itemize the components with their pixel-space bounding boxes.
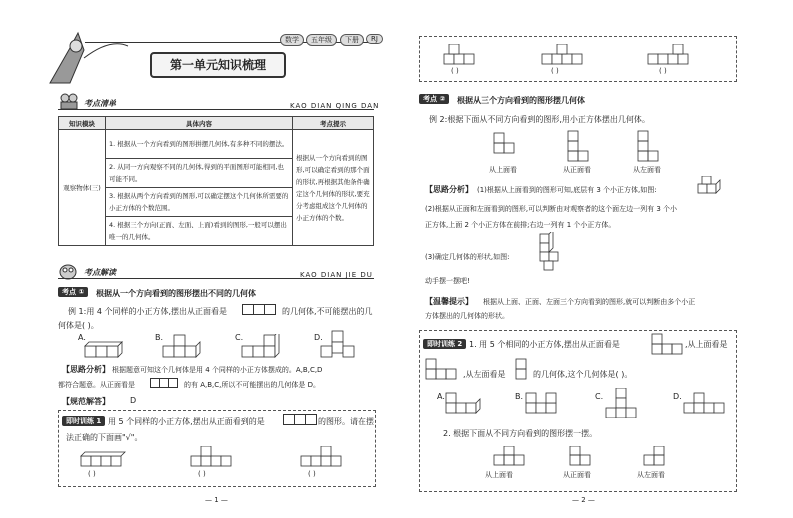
base-layer-figure xyxy=(697,176,729,196)
section-title-interpretation: 考点解读 xyxy=(84,268,116,277)
practice1-figure-3 xyxy=(300,446,346,468)
analysis-text-2: (2)根据从正面和左面看到的图形,可以判断由对观察者的这个面左边一列有 3 个小 xyxy=(425,205,678,213)
p2q2-label-front: 从正面看 xyxy=(563,471,591,479)
p2-front-figure xyxy=(651,333,687,355)
pill-grade: 五年级 xyxy=(306,34,337,46)
section-title-list: 考点清单 xyxy=(84,99,116,108)
kp2-tag: 考点 ② xyxy=(419,94,449,104)
p2q2-label-left: 从左面看 xyxy=(637,471,665,479)
p2-option-a: A. xyxy=(437,392,445,401)
pill-volume: 下册 xyxy=(340,34,364,46)
practice1-figure-2 xyxy=(190,446,236,468)
kp2-title: 根据从三个方向看到的图形摆几何体 xyxy=(457,96,585,105)
answer-paren[interactable]: ( ) xyxy=(659,67,667,75)
table-header: 具体内容 xyxy=(106,117,293,130)
view-label-left: 从左面看 xyxy=(633,166,661,174)
p2-cube-figure-d xyxy=(683,388,733,418)
analysis-label: 【思路分析】 xyxy=(425,185,473,194)
practice2-text-1b: ,从上面看是 xyxy=(685,340,728,349)
answer-paren[interactable]: ( ) xyxy=(198,470,206,478)
analysis-text-1: (1)根据从上面看到的图形可知,底层有 3 个小正方体,如图: xyxy=(477,186,657,194)
table-header: 知识模块 xyxy=(59,117,106,130)
answer-paren[interactable]: ( ) xyxy=(451,67,459,75)
pill-edition: RJ xyxy=(366,34,383,44)
page-number: — 2 — xyxy=(572,496,595,504)
p2-cube-figure-a xyxy=(445,388,495,418)
p2-top-figure xyxy=(425,358,461,380)
p2-option-b: B. xyxy=(515,392,524,401)
practice1-figure-5 xyxy=(541,44,587,66)
tip-text-2: 方体摆出的几何体的形状。 xyxy=(425,312,509,320)
p2-cube-figure-b xyxy=(525,388,575,418)
analysis-text-2b: 正方体,上面 2 个小正方体在前排;右边一列有 1 个小正方体。 xyxy=(425,221,616,229)
practice2-text-1: 1. 用 5 个相同的小正方体,摆出从正面看是 xyxy=(469,340,620,349)
pill-subject: 数学 xyxy=(280,34,304,46)
left-page xyxy=(0,0,396,518)
try-text: 动手摆一摆吧! xyxy=(425,277,470,285)
table-content-cell: 4. 根据三个方向(正面、左面、上面)看到的图形,一般可以摆出唯一的几何体。 xyxy=(106,217,293,246)
view-label-top: 从上面看 xyxy=(489,166,517,174)
practice1-text: 用 5 个同样的小正方体,摆出从正面看到的是 xyxy=(108,417,265,426)
table-module-cell: 观察物体(三) xyxy=(59,130,106,246)
right-page xyxy=(397,0,793,518)
front-view-figure xyxy=(242,304,278,315)
left-view-figure xyxy=(637,130,669,162)
view-label-front: 从正面看 xyxy=(563,166,591,174)
ex1-text: 例 1:用 4 个同样的小正方体,摆出从正面看是 xyxy=(68,307,228,316)
front-view-figure-ex2 xyxy=(567,130,599,162)
p2-cube-figure-c xyxy=(605,388,655,418)
ex1-text-2: 何体是( )。 xyxy=(58,321,99,330)
ex2-text: 例 2:根据下面从不同方向看到的图形,用小正方体摆出几何体。 xyxy=(429,115,650,124)
cube-figure-d xyxy=(320,330,360,358)
table-content-cell: 1. 根据从一个方向看到的图形拼摆几何体,有多种不同的摆法。 xyxy=(106,130,293,159)
page-title: 第一单元知识梳理 xyxy=(150,52,286,78)
option-label-d: D. xyxy=(314,333,323,342)
final-shape-figure xyxy=(539,232,571,272)
practice2-text-2b: 的几何体,这个几何体是( )。 xyxy=(533,370,633,379)
p2-left-figure xyxy=(515,358,529,380)
tip-text: 根据从上面、正面、左面三个方向看到的图形,就可以判断由多个小正 xyxy=(483,298,696,306)
practice1-tag: 即时训练 1 xyxy=(62,416,105,426)
ex1-text-b: 的几何体,不可能摆出的几 xyxy=(282,307,373,316)
practice1-figure-4 xyxy=(443,44,483,66)
p2-option-d: D. xyxy=(673,392,682,401)
option-label-c: C. xyxy=(235,333,244,342)
analysis-label: 【思路分析】 xyxy=(62,365,110,374)
table-content-cell: 3. 根据从两个方向看到的图形,可以确定摆这个几何体所需要的小正方体的个数范围。 xyxy=(106,188,293,217)
section-pinyin-interpretation: KAO DIAN JIE DU xyxy=(300,271,373,279)
kp1-tag: 考点 ① xyxy=(58,287,88,297)
p2q2-top-figure xyxy=(493,446,533,466)
practice1-front-figure xyxy=(283,414,319,425)
practice2-tag: 即时训练 2 xyxy=(423,339,466,349)
section-pinyin-list: KAO DIAN QING DAN xyxy=(290,102,380,110)
p2q2-label-top: 从上面看 xyxy=(485,471,513,479)
answer-paren[interactable]: ( ) xyxy=(308,470,316,478)
analysis-text-2: 都符合题意。从正面看是 xyxy=(58,381,135,389)
top-view-figure xyxy=(493,132,525,162)
mascot-illustration xyxy=(40,28,130,88)
practice1-figure-1 xyxy=(80,448,126,468)
analysis-text: 根据题意可知这个几何体是用 4 个同样的小正方体摆成的。A,B,C,D xyxy=(112,366,323,374)
practice1-text-b: 的图形。请在摆 xyxy=(318,417,374,426)
answer-paren[interactable]: ( ) xyxy=(551,67,559,75)
cube-figure-c xyxy=(241,334,293,358)
p2-option-c: C. xyxy=(595,392,604,401)
option-label-b: B. xyxy=(155,333,164,342)
cube-figure-b xyxy=(162,334,214,358)
table-tip-cell: 根据从一个方向看到的图形,可以确定看到的那个面的形状,再根据其他条件确定这个几何体的形状,要充分考虑组成这个几何体的小正方体的个数。 xyxy=(293,130,374,246)
p2q2-front-figure xyxy=(569,446,603,466)
practice2-text-3: 2. 根据下面从不同方向看到的图形摆一摆。 xyxy=(443,429,598,438)
cube-figure-a xyxy=(84,338,136,358)
knowledge-table xyxy=(58,116,374,246)
front-view-figure-small xyxy=(150,378,180,388)
tip-label: 【温馨提示】 xyxy=(425,297,473,306)
answer-label: 【规范解答】 xyxy=(62,397,110,406)
page-number: — 1 — xyxy=(205,496,228,504)
option-label-a: A. xyxy=(78,333,86,342)
table-header: 考点提示 xyxy=(293,117,374,130)
analysis-text-3: (3)确定几何体的形状,如图: xyxy=(425,253,510,261)
analysis-text-2b: 的有 A,B,C,所以不可能摆出的几何体是 D。 xyxy=(184,381,320,389)
table-content-cell: 2. 从同一方向观察不同的几何体,得到的平面图形可能相同,也可能不同。 xyxy=(106,159,293,188)
answer-paren[interactable]: ( ) xyxy=(88,470,96,478)
p2q2-left-figure xyxy=(643,446,677,466)
kp1-title: 根据从一个方向看到的图形摆出不同的几何体 xyxy=(96,289,256,298)
practice2-text-2: ,从左面看是 xyxy=(463,370,506,379)
practice1-figure-6 xyxy=(647,44,697,66)
answer-value: D xyxy=(130,396,137,405)
practice1-text-2: 法正确的下面画"√"。 xyxy=(66,433,143,442)
